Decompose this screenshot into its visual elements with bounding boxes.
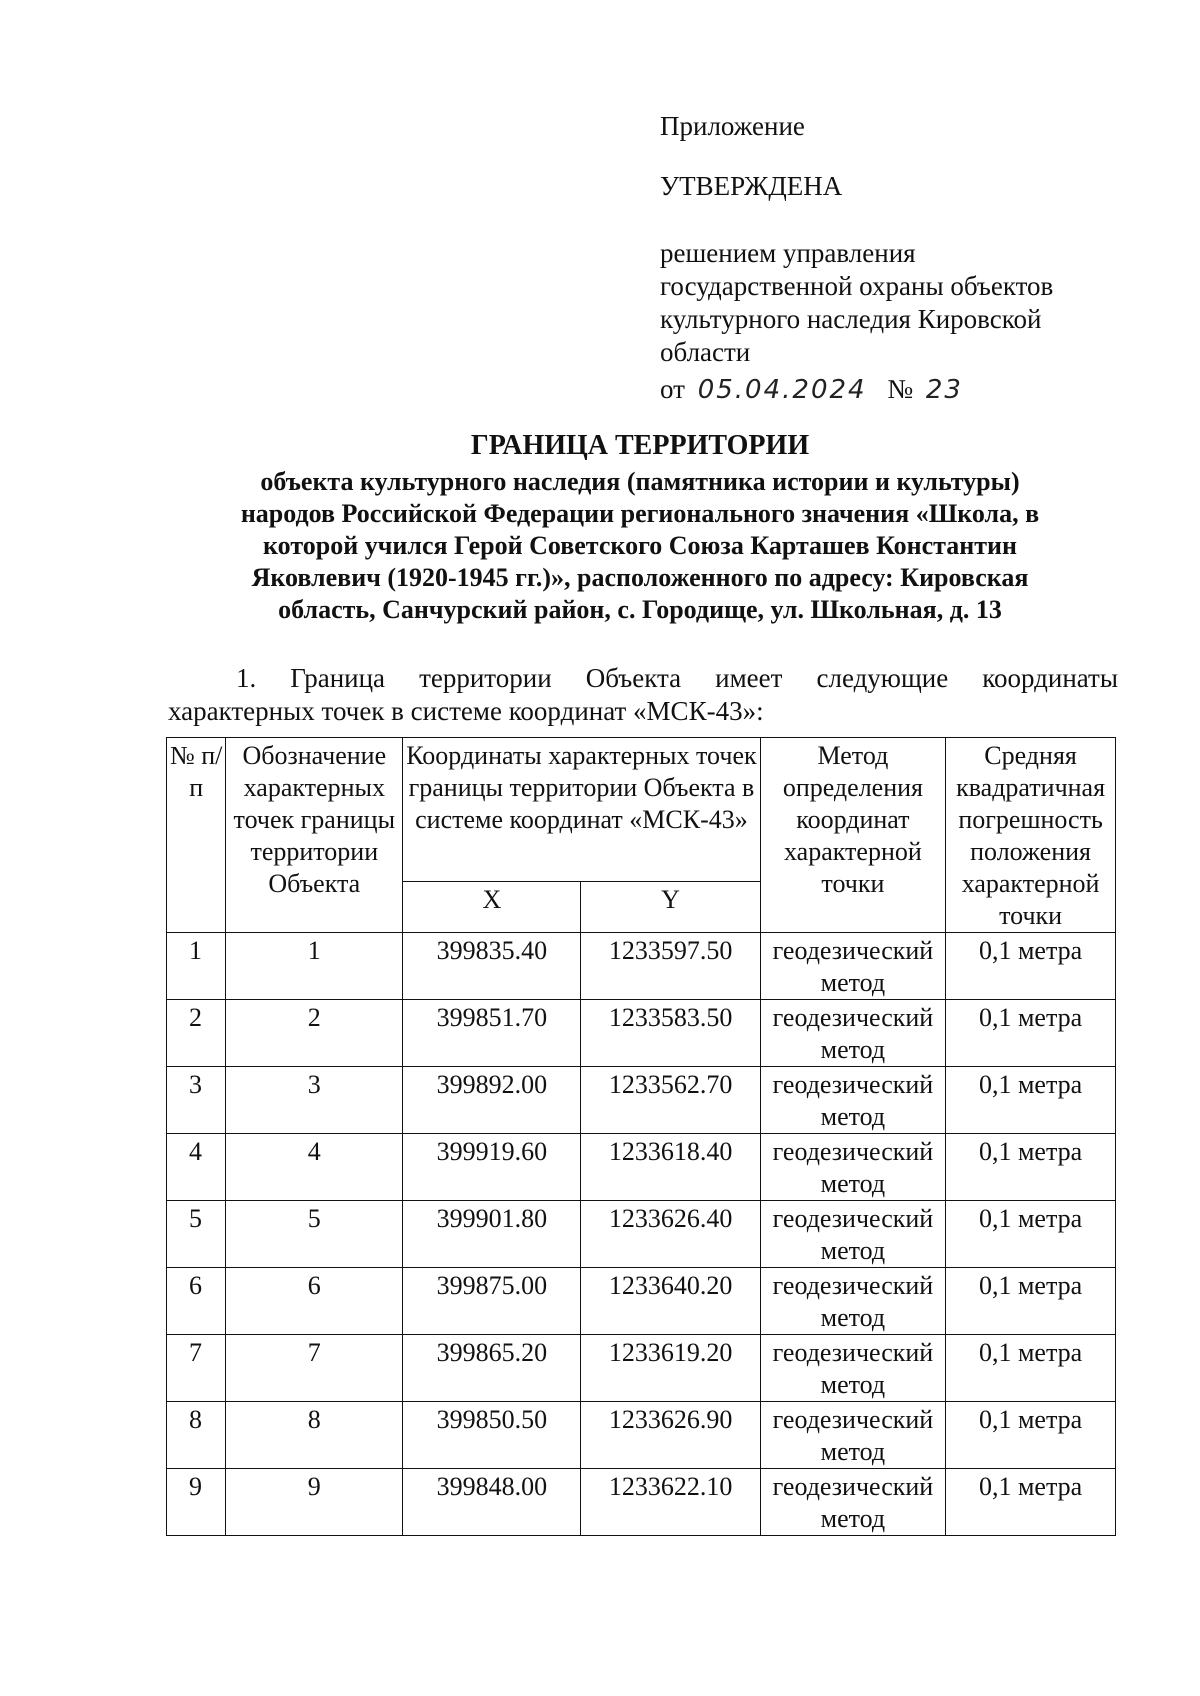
cell-point: 2 <box>226 1000 403 1067</box>
cell-x: 399835.40 <box>403 933 581 1000</box>
title-line: область, Санчурский район, с. Городище, ул. Школьная, д. 13 <box>278 595 1002 624</box>
cell-x: 399919.60 <box>403 1134 581 1201</box>
cell-error: 0,1 метра <box>946 1067 1116 1134</box>
header-error: Средняя квадратичная погрешность положения характерной точки <box>946 738 1116 933</box>
cell-point: 5 <box>226 1201 403 1268</box>
table-row <box>167 1335 1116 1402</box>
cell-point: 1 <box>226 933 403 1000</box>
table-row <box>167 1201 1116 1268</box>
cell-y: 1233640.20 <box>581 1268 760 1335</box>
handwritten-date: 05.04.2024 <box>697 375 867 405</box>
decision-line: культурного наследия Кировской <box>660 304 1042 334</box>
cell-num: 6 <box>167 1268 226 1335</box>
cell-method: геодезический метод <box>760 1268 946 1335</box>
table-row <box>167 1402 1116 1469</box>
title-line: народов Российской Федерации регионального значения «Школа, в <box>240 499 1040 528</box>
cell-method: геодезический метод <box>760 1000 946 1067</box>
cell-num: 2 <box>167 1000 226 1067</box>
cell-method: геодезический метод <box>760 1335 946 1402</box>
decision-line: области <box>660 337 751 367</box>
title-line: которой учился Герой Советского Союза Карташев Константин <box>263 531 1017 560</box>
cell-error: 0,1 метра <box>946 1134 1116 1201</box>
cell-method: геодезический метод <box>760 1469 946 1536</box>
title-line: объекта культурного наследия (памятника истории и культуры) <box>260 467 1020 496</box>
date-prefix: от <box>660 374 685 404</box>
cell-x: 399848.00 <box>403 1469 581 1536</box>
cell-method: геодезический метод <box>760 1201 946 1268</box>
cell-num: 4 <box>167 1134 226 1201</box>
appendix-label: Приложение <box>660 111 805 141</box>
intro-line: характерных точек в системе координат «МСК-43»: <box>168 696 764 726</box>
cell-x: 399875.00 <box>403 1268 581 1335</box>
header-num: № п/п <box>167 738 226 933</box>
cell-error: 0,1 метра <box>946 1268 1116 1335</box>
cell-x: 399892.00 <box>403 1067 581 1134</box>
header-point: Обозначение характерных точек границы территории Объекта <box>226 738 403 933</box>
header-method: Метод определения координат характерной точки <box>760 738 946 933</box>
cell-y: 1233626.40 <box>581 1201 760 1268</box>
cell-x: 399851.70 <box>403 1000 581 1067</box>
cell-point: 7 <box>226 1335 403 1402</box>
table-row <box>167 933 1116 1000</box>
cell-y: 1233626.90 <box>581 1402 760 1469</box>
cell-num: 9 <box>167 1469 226 1536</box>
cell-error: 0,1 метра <box>946 1201 1116 1268</box>
cell-error: 0,1 метра <box>946 933 1116 1000</box>
table-row <box>167 1000 1116 1067</box>
decision-line: государственной охраны объектов <box>660 271 1054 301</box>
cell-num: 1 <box>167 933 226 1000</box>
table-row <box>167 1268 1116 1335</box>
header-coords: Координаты характерных точек границы территории Объекта в системе координат «МСК-43» <box>403 738 760 882</box>
cell-x: 399865.20 <box>403 1335 581 1402</box>
cell-method: геодезический метод <box>760 1134 946 1201</box>
approved-label: УТВЕРЖДЕНА <box>660 171 843 201</box>
cell-y: 1233619.20 <box>581 1335 760 1402</box>
coordinates-table <box>166 737 1116 1536</box>
cell-x: 399850.50 <box>403 1402 581 1469</box>
intro-paragraph <box>168 662 1118 728</box>
cell-method: геодезический метод <box>760 1067 946 1134</box>
cell-error: 0,1 метра <box>946 1469 1116 1536</box>
cell-point: 3 <box>226 1067 403 1134</box>
cell-error: 0,1 метра <box>946 1402 1116 1469</box>
header-x: X <box>403 882 581 933</box>
table-row <box>167 1134 1116 1201</box>
cell-point: 6 <box>226 1268 403 1335</box>
cell-point: 9 <box>226 1469 403 1536</box>
document-title <box>160 428 1120 626</box>
table-row <box>167 1067 1116 1134</box>
cell-y: 1233562.70 <box>581 1067 760 1134</box>
intro-line: 1. Граница территории Объекта имеет следующие координаты <box>236 663 1118 693</box>
cell-point: 4 <box>226 1134 403 1201</box>
handwritten-number: 23 <box>925 375 963 405</box>
table-row <box>167 1469 1116 1536</box>
cell-num: 7 <box>167 1335 226 1402</box>
title-line: Яковлевич (1920-1945 гг.)», расположенного по адресу: Кировская <box>251 563 1029 592</box>
cell-y: 1233622.10 <box>581 1469 760 1536</box>
cell-y: 1233597.50 <box>581 933 760 1000</box>
cell-num: 3 <box>167 1067 226 1134</box>
cell-num: 5 <box>167 1201 226 1268</box>
number-sign: № <box>887 374 914 404</box>
cell-point: 8 <box>226 1402 403 1469</box>
cell-error: 0,1 метра <box>946 1000 1116 1067</box>
cell-error: 0,1 метра <box>946 1335 1116 1402</box>
decree-date-line <box>660 373 1120 407</box>
approval-block <box>660 110 1120 407</box>
cell-method: геодезический метод <box>760 933 946 1000</box>
header-y: Y <box>581 882 760 933</box>
title-main: ГРАНИЦА ТЕРРИТОРИИ <box>470 430 810 461</box>
cell-y: 1233618.40 <box>581 1134 760 1201</box>
cell-y: 1233583.50 <box>581 1000 760 1067</box>
cell-method: геодезический метод <box>760 1402 946 1469</box>
cell-num: 8 <box>167 1402 226 1469</box>
decision-line: решением управления <box>660 238 916 268</box>
cell-x: 399901.80 <box>403 1201 581 1268</box>
